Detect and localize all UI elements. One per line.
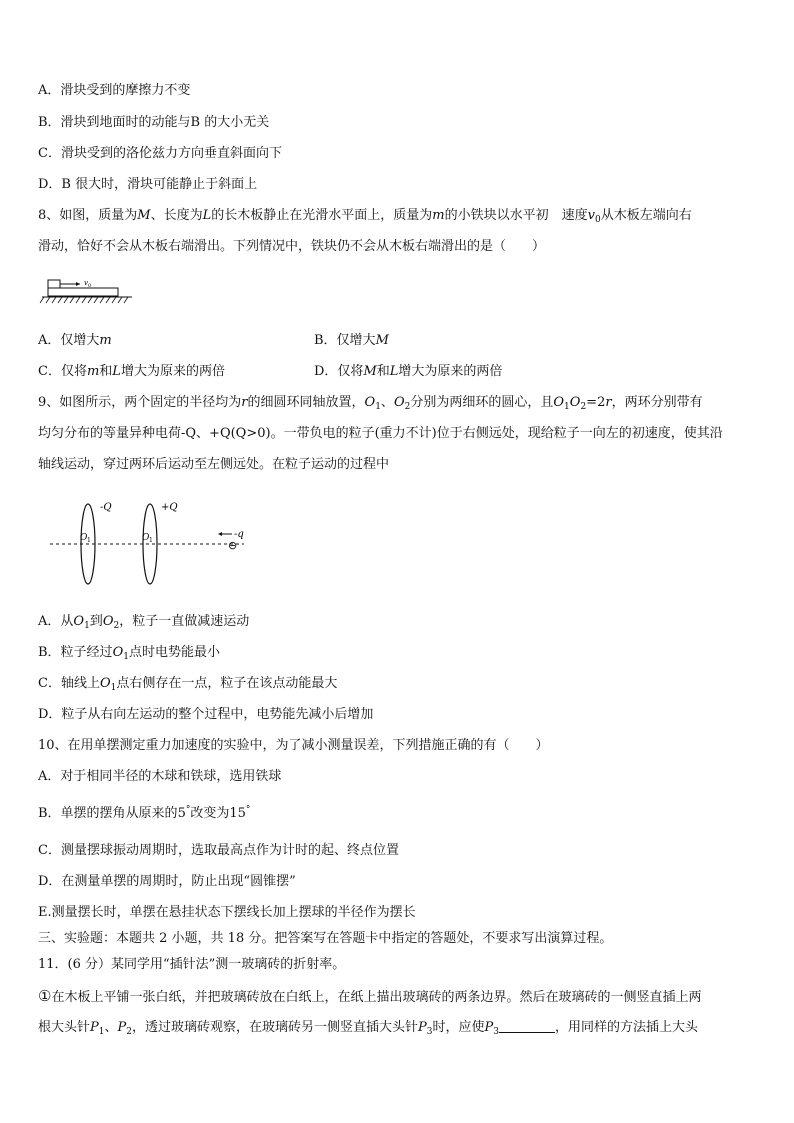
left-center-label: O: [80, 533, 88, 543]
q9-stem-line2: 均匀分布的等量异种电荷-Q、+Q(Q>0)。一带负电的粒子(重力不计)位于右侧远处，现给粒子一向左的初速度，使其沿: [38, 426, 723, 441]
answer-blank[interactable]: [499, 1020, 555, 1033]
section-three-heading: 三、实验题：本题共 2 小题，共 18 分。把答案写在答题卡中指定的答题处，不要求写出演算过程。: [38, 931, 613, 946]
q7-option-b: B．滑块到地面时的动能与B 的大小无关: [38, 115, 270, 130]
particle-charge: -q: [234, 529, 244, 540]
right-center-label-sub: 1: [149, 537, 153, 544]
q10-option-e: E.测量摆长时，单摆在悬挂状态下摆线长加上摆球的半径作为摆长: [38, 905, 416, 920]
particle-arrowhead: [218, 532, 222, 536]
q10-stem: 10、在用单摆测定重力加速度的实验中，为了减小测量误差，下列措施正确的有（ ）: [38, 738, 549, 753]
q7-option-a: A．滑块受到的摩擦力不变: [38, 83, 191, 98]
board-block-diagram: [38, 272, 138, 312]
velocity-label: v: [84, 279, 88, 287]
long-board: [48, 288, 118, 296]
left-center-label-sub: 1: [87, 537, 91, 544]
q10-option-c: C．测量摆球振动周期时，选取最高点作为计时的起、终点位置: [38, 843, 399, 858]
q7-option-d: D．B 很大时，滑块可能静止于斜面上: [38, 177, 258, 192]
iron-block: [48, 280, 60, 288]
q8-stem-line1: 8、如图，质量为M、长度为L的长木板静止在光滑水平面上，质量为m的小铁块以水平初 速度$v_0$从木板左端向右: [38, 208, 692, 225]
q7-option-c: C．滑块受到的洛伦兹力方向垂直斜面向下: [38, 146, 282, 161]
particle-symbol: ⊖: [228, 539, 238, 552]
q8-stem-line2: 滑动，恰好不会从木板右端滑出。下列情况中，铁块仍不会从木板右端滑出的是（ ）: [38, 239, 546, 254]
q11-step1-line1: ①在木板上平铺一张白纸，并把玻璃砖放在白纸上，在纸上描出玻璃砖的两条边界。然后在玻璃砖的一侧竖直插上两: [38, 987, 702, 1005]
q9-stem-line1: 9、如图所示，两个固定的半径均为r的细圆环同轴放置，$O_1$、$O_2$分别为两细环的圆心，且$O_1O_2=2r$，两环分别带有: [38, 395, 703, 412]
right-ring-charge: +Q: [161, 502, 178, 513]
q10-option-b: B．单摆的摆角从原来的5°改变为15°: [38, 805, 251, 821]
q8-option-d: D．仅将M和L增大为原来的两倍: [314, 364, 503, 379]
q9-option-d: D．粒子从右向左运动的整个过程中，电势能先减小后增加: [38, 707, 374, 722]
left-ring-charge: -Q: [100, 502, 112, 513]
q9-option-c: C．轴线上$O_1$点右侧存在一点，粒子在该点动能最大: [38, 676, 338, 693]
rings-diagram: [44, 496, 264, 596]
q10-option-a: A．对于相同半径的木球和铁球，选用铁球: [38, 769, 282, 784]
q8-board-figure: [38, 272, 138, 312]
right-center-label: O: [142, 533, 150, 543]
q9-stem-line3: 轴线运动，穿过两环后运动至左侧远处。在粒子运动的过程中: [38, 457, 390, 472]
q8-option-a: A．仅增大m: [38, 333, 112, 348]
ground-hatching: [40, 297, 128, 303]
q8-option-c: C．仅将m和L增大为原来的两倍: [38, 364, 225, 379]
velocity-label-sub: 0: [88, 283, 92, 289]
q9-option-b: B．粒子经过$O_1$点时电势能最小: [38, 645, 220, 662]
q11-step1-line2: 根大头针$P_1$、$P_2$，透过玻璃砖观察，在玻璃砖另一侧竖直插大头针$P_3$时，应使$P_3$ ，用同样的方法插上大头: [38, 1020, 699, 1037]
q9-rings-figure: [44, 496, 264, 596]
q9-option-a: A．从$O_1$到$O_2$，粒子一直做减速运动: [38, 614, 250, 631]
velocity-arrowhead: [76, 282, 80, 286]
q11-stem: 11．(6 分）某同学用“插针法”测一玻璃砖的折射率。: [38, 957, 346, 972]
q10-option-d: D．在测量单摆的周期时，防止出现“圆锥摆”: [38, 874, 296, 889]
q8-option-b: B．仅增大M: [314, 333, 389, 348]
